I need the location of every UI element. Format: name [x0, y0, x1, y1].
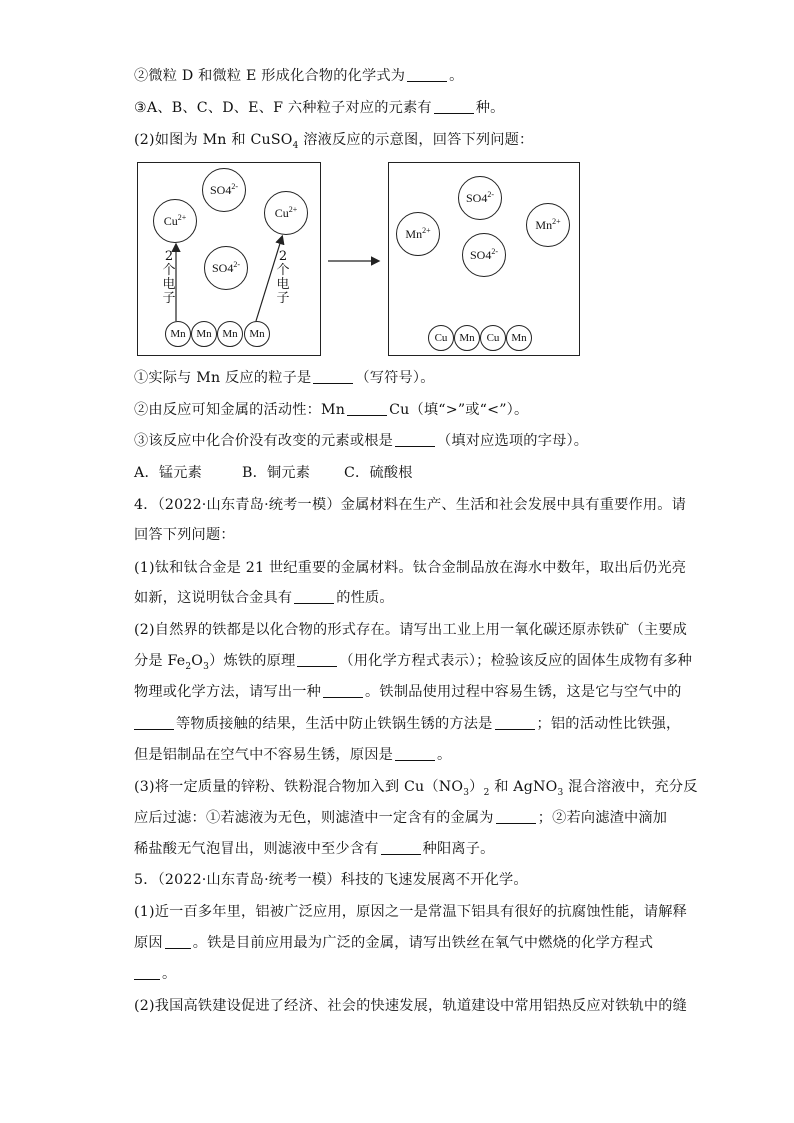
answer-blank[interactable] — [395, 432, 435, 447]
answer-options — [134, 463, 664, 483]
question-line: ③该反应中化合价没有改变的元素或根是 （填对应选项的字母）。 — [134, 433, 589, 449]
question-line: 原因 。铁是目前应用最为广泛的金属，请写出铁丝在氧气中燃烧的化学方程式 — [134, 935, 654, 951]
electron-arrow — [256, 237, 282, 321]
manganese-atom: Mn — [454, 325, 480, 351]
manganese-atom: Mn — [165, 321, 191, 347]
answer-blank[interactable] — [313, 369, 353, 384]
question-header: 4．（2022·山东青岛·统考一模）金属材料在生产、生活和社会发展中具有重要作用。请 — [134, 497, 687, 513]
question-line: (1)钛和钛合金是 21 世纪重要的金属材料。钛合金制品放在海水中数年，取出后仍光亮 — [134, 560, 687, 576]
question-intro: (2)如图为 Mn 和 CuSO$_4$ 溶液反应的示意图，回答下列问题： — [134, 132, 534, 151]
answer-blank[interactable] — [496, 809, 536, 824]
electron-transfer-label: 2 个 电 子 — [276, 249, 290, 306]
question-text: ②微粒 D 和微粒 E 形成化合物的化学式为 — [134, 68, 406, 84]
option-c[interactable]: C．硫酸根 — [344, 465, 413, 481]
question-line: ②由反应可知金属的活动性：Mn Cu（填“>”或“<”）。 — [134, 402, 529, 418]
answer-blank[interactable] — [165, 934, 191, 949]
question-header: 回答下列问题： — [134, 527, 235, 543]
manganese-ion: Mn $^{2+}$ — [396, 212, 440, 256]
answer-blank[interactable] — [495, 715, 535, 730]
answer-blank[interactable] — [381, 840, 421, 855]
answer-blank[interactable] — [347, 401, 387, 416]
question-line: 分是 $Fe_2O_3$）炼铁的原理 （用化学方程式表示）；检验该反应的固体生成物有多种 — [134, 653, 692, 672]
copper-ion: Cu $^{2+}$ — [264, 191, 308, 235]
question-text: ③A、B、C、D、E、F 六种粒子对应的元素有 — [134, 100, 432, 116]
question-line: 物理或化学方法，请写出一种 。铁制品使用过程中容易生锈，这是它与空气中的 — [134, 684, 682, 700]
question-line: (2)我国高铁建设促进了经济、社会的快速发展，轨道建设中常用铝热反应对铁轨中的缝 — [134, 998, 688, 1014]
question-line: ③A、B、C、D、E、F 六种粒子对应的元素有 种。 — [134, 100, 505, 116]
manganese-atom: Mn — [244, 321, 270, 347]
answer-blank[interactable] — [134, 965, 160, 980]
manganese-atom: Mn — [217, 321, 243, 347]
answer-blank[interactable] — [323, 683, 363, 698]
manganese-ion: Mn $^{2+}$ — [526, 203, 570, 247]
answer-blank[interactable] — [395, 746, 435, 761]
sulfate-ion: SO4 $^{2-}$ — [458, 176, 502, 220]
manganese-atom: Mn — [191, 321, 217, 347]
question-line: (3)将一定质量的锌粉、铁粉混合物加入到 $Cu(NO_3)_2$ 和 AgNO$_3$ 混合溶液中，充分反 — [134, 779, 698, 798]
question-line: (1)近一百多年里，铝被广泛应用，原因之一是常温下铝具有很好的抗腐蚀性能，请解释 — [134, 904, 688, 920]
option-b[interactable]: B．铜元素 — [242, 465, 311, 481]
electron-transfer-label: 2 个 电 子 — [162, 249, 176, 306]
question-line: 如新，这说明钛合金具有 的性质。 — [134, 590, 394, 606]
question-line: 应后过滤：①若滤液为无色，则滤渣中一定含有的金属为 ；②若向滤渣中滴加 — [134, 810, 668, 826]
question-line: 。 — [134, 964, 664, 984]
copper-atom: Cu — [480, 325, 506, 351]
question-line: 稀盐酸无气泡冒出，则滤液中至少含有 种阳离子。 — [134, 841, 495, 857]
question-line: 但是铝制品在空气中不容易生锈，原因是 。 — [134, 747, 452, 763]
option-a[interactable]: A．锰元素 — [134, 465, 202, 481]
sulfate-ion: SO4 $^{2-}$ — [462, 233, 506, 277]
copper-atom: Cu — [428, 325, 454, 351]
question-line: ①实际与 Mn 反应的粒子是 （写符号）。 — [134, 370, 435, 386]
answer-blank[interactable] — [134, 715, 174, 730]
answer-blank[interactable] — [294, 589, 334, 604]
answer-blank[interactable] — [297, 652, 337, 667]
question-line: 等物质接触的结果，生活中防止铁锅生锈的方法是 ；铝的活动性比铁强， — [134, 714, 664, 734]
manganese-atom: Mn — [506, 325, 532, 351]
copper-ion: Cu $^{2+}$ — [153, 199, 197, 243]
question-line: ②微粒 D 和微粒 E 形成化合物的化学式为 。 — [134, 68, 464, 84]
diagram-arrows — [0, 0, 794, 400]
sulfate-ion: SO4 $^{2-}$ — [204, 246, 248, 290]
question-header: 5．（2022·山东青岛·统考一模）科技的飞速发展离不开化学。 — [134, 872, 528, 888]
sulfate-ion: SO4 $^{2-}$ — [202, 168, 246, 212]
question-line: (2)自然界的铁都是以化合物的形式存在。请写出工业上用一氧化碳还原赤铁矿（主要成 — [134, 622, 688, 638]
